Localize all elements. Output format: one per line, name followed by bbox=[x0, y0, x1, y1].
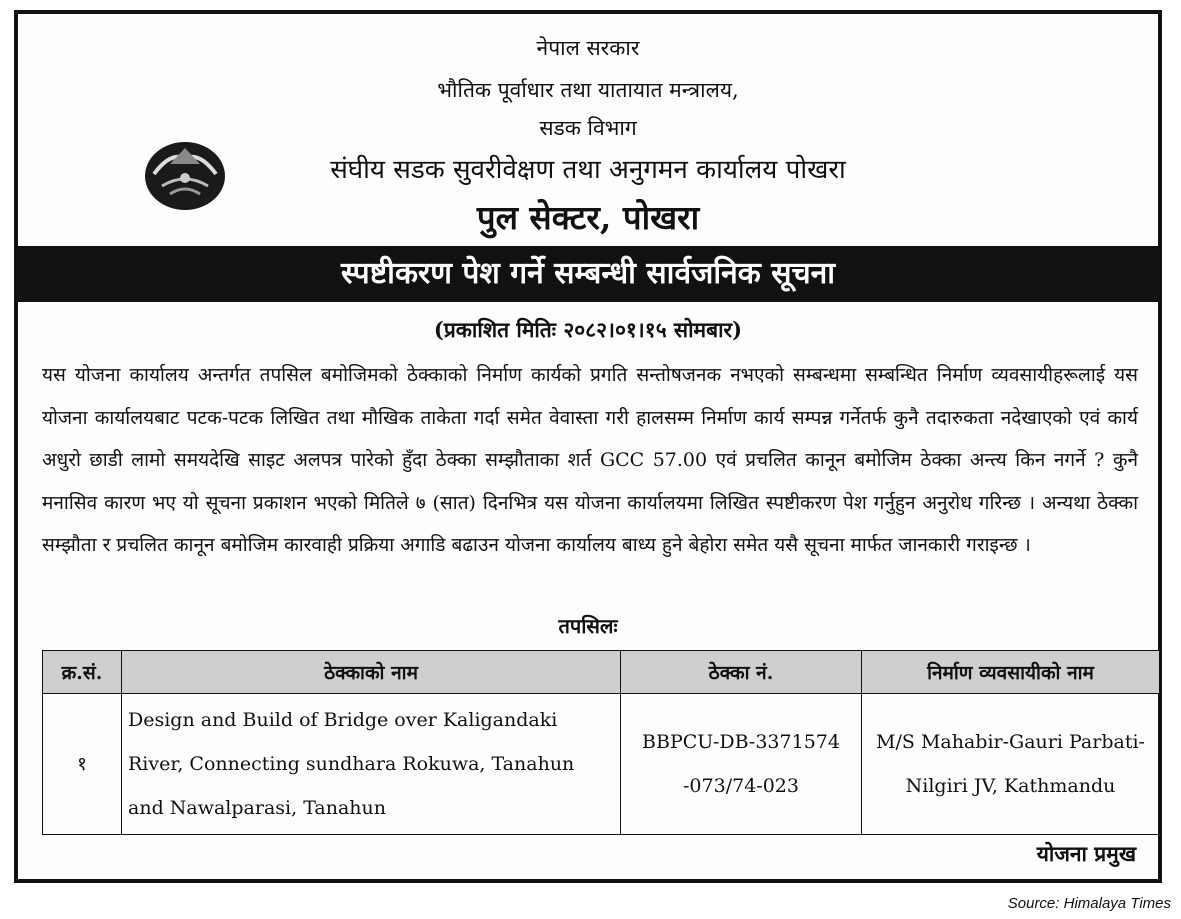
header-contractor-name: निर्माण व्यवसायीको नाम bbox=[862, 651, 1160, 694]
header-sector: पुल सेक्टर, पोखरा bbox=[476, 198, 700, 237]
published-date: (प्रकाशित मितिः २०८२।०१।१५ सोमबार) bbox=[433, 317, 743, 342]
cell-serial: १ bbox=[43, 694, 122, 835]
cell-contract-number: BBPCU-DB-3371574 -073/74-023 bbox=[621, 694, 862, 835]
signature-project-chief: योजना प्रमुख bbox=[1036, 841, 1136, 866]
cell-contract-name: Design and Build of Bridge over Kaligandaki River, Connecting sundhara Rokuwa, Tanahun and Nawalparasi, Tanahun bbox=[122, 694, 621, 835]
tender-table bbox=[42, 650, 1160, 835]
header-department: सडक विभाग bbox=[539, 116, 637, 140]
header-serial: क्र.सं. bbox=[43, 651, 122, 694]
header-contract-name: ठेक्काको नाम bbox=[122, 651, 621, 694]
cell-contractor-name: M/S Mahabir-Gauri Parbati-Nilgiri JV, Kathmandu bbox=[862, 694, 1160, 835]
header-contract-number: ठेक्का नं. bbox=[621, 651, 862, 694]
header-office: संघीय सडक सुवरीवेक्षण तथा अनुगमन कार्यालय पोखरा bbox=[330, 155, 846, 185]
notice-title: स्पष्टीकरण पेश गर्ने सम्बन्धी सार्वजनिक सूचना bbox=[18, 246, 1158, 302]
header-government: नेपाल सरकार bbox=[536, 36, 640, 60]
details-label: तपसिलः bbox=[558, 614, 618, 638]
table-row bbox=[43, 694, 1160, 835]
table-header-row bbox=[43, 651, 1160, 694]
notice-body: यस योजना कार्यालय अन्तर्गत तपसिल बमोजिमको ठेक्काको निर्माण कार्यको प्रगति सन्तोषजनक नभएको सम्बन्धमा सम्बन्धित निर्माण व्यवसायीहरूलाई यस योजना कार्यालयबाट पटक-पटक लिखित तथा मौखिक ताकेता गर्दा समेत वेवास्ता गरी हालसम्म निर्माण कार्य सम्पन्न गर्नेतर्फ कुनै तदारुकता नदेखाएको एवं कार्य अधुरो छाडी लामो समयदेखि साइट अलपत्र पारेको हुँदा ठेक्का सम्झौताका शर्त GCC 57.00 एवं प्रचलित कानून बमोजिम ठेक्का अन्त्य किन नगर्ने ? कुनै मनासिव कारण भए यो सूचना प्रकाशन भएको मितिले ७ (सात) दिनभित्र यस योजना कार्यालयमा लिखित स्पष्टीकरण पेश गर्नुहुन अनुरोध गरिन्छ । अन्यथा ठेक्का सम्झौता र प्रचलित कानून बमोजिम कारवाही प्रक्रिया अगाडि बढाउन योजना कार्यालय बाध्य हुने बेहोरा समेत यसै सूचना मार्फत जानकारी गराइन्छ । bbox=[42, 364, 1138, 556]
source-credit: Source: Himalaya Times bbox=[1007, 895, 1171, 912]
public-notice bbox=[14, 10, 1162, 883]
header-ministry: भौतिक पूर्वाधार तथा यातायात मन्त्रालय, bbox=[437, 78, 739, 102]
